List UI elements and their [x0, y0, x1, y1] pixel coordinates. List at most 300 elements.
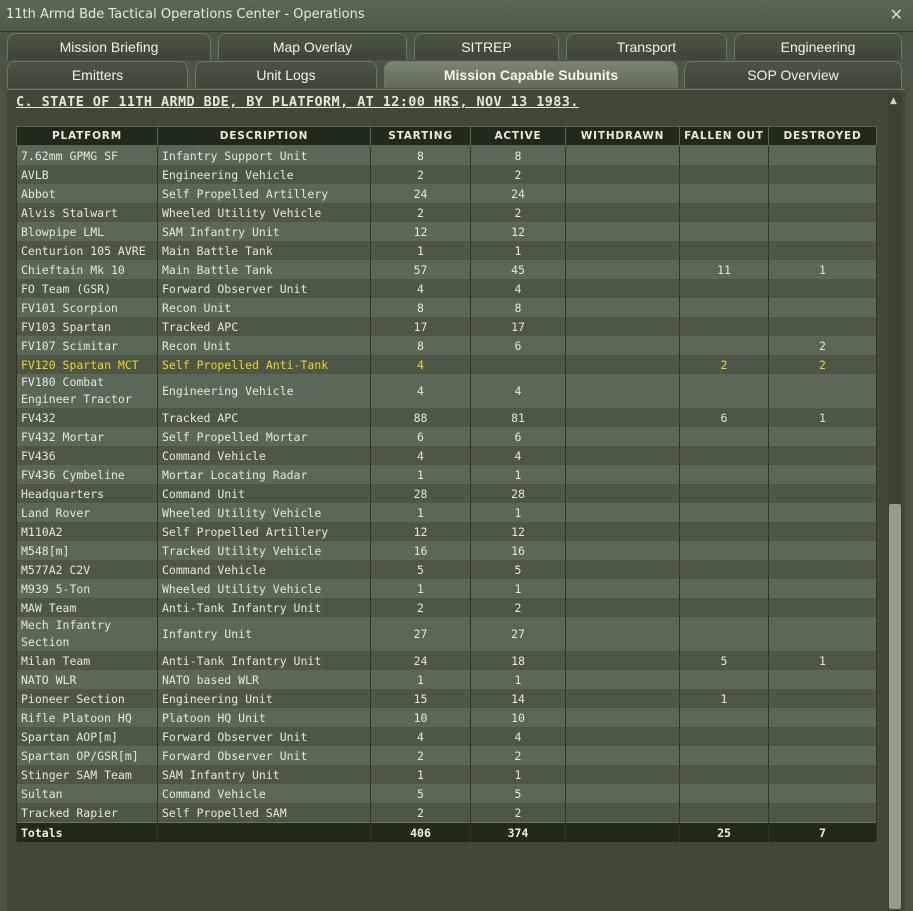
active-cell: 12 [471, 522, 566, 541]
starting-cell: 24 [371, 184, 471, 203]
table-row[interactable] [17, 689, 877, 708]
platform-cell: FV101 Scorpion [17, 298, 158, 317]
withdrawn-cell [566, 203, 680, 222]
platform-cell: FV120 Spartan MCT [17, 355, 158, 374]
starting-cell: 1 [371, 670, 471, 689]
description-cell: Anti-Tank Infantry Unit [158, 651, 371, 670]
platform-cell: FV180 Combat Engineer Tractor [17, 374, 158, 408]
withdrawn-cell [566, 241, 680, 260]
withdrawn-cell [566, 503, 680, 522]
table-row[interactable] [17, 260, 877, 279]
table-row[interactable] [17, 560, 877, 579]
destroyed-cell [769, 465, 877, 484]
platform-cell: FV432 Mortar [17, 427, 158, 446]
starting-cell: 4 [371, 446, 471, 465]
starting-cell: 2 [371, 746, 471, 765]
starting-cell: 4 [371, 374, 471, 408]
withdrawn-cell [566, 184, 680, 203]
fallen-out-cell [680, 165, 769, 184]
destroyed-cell: 1 [769, 408, 877, 427]
description-cell: Forward Observer Unit [158, 279, 371, 298]
col-header-starting[interactable]: STARTING [371, 127, 471, 146]
table-row[interactable] [17, 503, 877, 522]
withdrawn-cell [566, 746, 680, 765]
withdrawn-cell [566, 522, 680, 541]
active-cell: 16 [471, 541, 566, 560]
description-cell: Engineering Vehicle [158, 374, 371, 408]
fallen-out-cell [680, 503, 769, 522]
platform-cell: Centurion 105 AVRE [17, 241, 158, 260]
subunits-table [16, 126, 877, 842]
destroyed-cell [769, 503, 877, 522]
platform-cell: Mech Infantry Section [17, 617, 158, 651]
active-cell: 17 [471, 317, 566, 336]
table-row[interactable] [17, 651, 877, 670]
withdrawn-cell [566, 765, 680, 784]
description-cell: Tracked APC [158, 317, 371, 336]
platform-cell: AVLB [17, 165, 158, 184]
fallen-out-cell [680, 336, 769, 355]
table-row[interactable] [17, 746, 877, 765]
active-cell: 1 [471, 670, 566, 689]
tab-sitrep[interactable]: SITREP [414, 33, 559, 60]
platform-cell: Spartan AOP[m] [17, 727, 158, 746]
destroyed-cell [769, 560, 877, 579]
fallen-out-cell [680, 298, 769, 317]
destroyed-cell [769, 203, 877, 222]
tab-transport[interactable]: Transport [566, 33, 727, 60]
platform-cell: NATO WLR [17, 670, 158, 689]
fallen-out-cell [680, 746, 769, 765]
table-row[interactable] [17, 727, 877, 746]
active-cell: 2 [471, 203, 566, 222]
withdrawn-cell [566, 336, 680, 355]
destroyed-cell [769, 522, 877, 541]
platform-cell: Spartan OP/GSR[m] [17, 746, 158, 765]
active-cell: 1 [471, 503, 566, 522]
description-cell: Tracked Utility Vehicle [158, 541, 371, 560]
platform-cell: Blowpipe LML [17, 222, 158, 241]
fallen-out-cell [680, 317, 769, 336]
description-cell: Infantry Unit [158, 617, 371, 651]
fallen-out-cell [680, 708, 769, 727]
destroyed-cell [769, 727, 877, 746]
starting-cell: 1 [371, 241, 471, 260]
fallen-out-cell [680, 670, 769, 689]
starting-cell: 5 [371, 784, 471, 803]
fallen-out-cell: 2 [680, 355, 769, 374]
active-cell: 8 [471, 298, 566, 317]
starting-cell: 2 [371, 203, 471, 222]
platform-cell: MAW Team [17, 598, 158, 617]
destroyed-cell [769, 765, 877, 784]
active-cell: 24 [471, 184, 566, 203]
tab-row-bottom [0, 61, 913, 89]
platform-cell: FV103 Spartan [17, 317, 158, 336]
starting-cell: 1 [371, 765, 471, 784]
destroyed-cell [769, 541, 877, 560]
withdrawn-cell [566, 317, 680, 336]
description-cell: Self Propelled Artillery [158, 184, 371, 203]
withdrawn-cell [566, 260, 680, 279]
fallen-out-cell: 5 [680, 651, 769, 670]
starting-cell: 4 [371, 279, 471, 298]
platform-cell: Land Rover [17, 503, 158, 522]
starting-cell: 28 [371, 484, 471, 503]
active-cell: 45 [471, 260, 566, 279]
description-cell: Self Propelled Anti-Tank [158, 355, 371, 374]
destroyed-cell [769, 784, 877, 803]
platform-cell: Tracked Rapier [17, 803, 158, 823]
platform-cell: FV107 Scimitar [17, 336, 158, 355]
platform-cell: M110A2 [17, 522, 158, 541]
fallen-out-cell: 11 [680, 260, 769, 279]
platform-cell: M577A2 C2V [17, 560, 158, 579]
fallen-out-cell [680, 222, 769, 241]
destroyed-cell [769, 222, 877, 241]
table-row[interactable] [17, 184, 877, 203]
destroyed-cell [769, 746, 877, 765]
totals-label: Totals [17, 823, 158, 843]
destroyed-cell: 2 [769, 355, 877, 374]
starting-cell: 15 [371, 689, 471, 708]
starting-cell: 12 [371, 522, 471, 541]
withdrawn-cell [566, 670, 680, 689]
active-cell: 2 [471, 165, 566, 184]
table-row[interactable] [17, 784, 877, 803]
platform-cell: Pioneer Section [17, 689, 158, 708]
table-row[interactable] [17, 298, 877, 317]
destroyed-cell [769, 670, 877, 689]
table-row[interactable] [17, 279, 877, 298]
report-panel [7, 89, 905, 911]
fallen-out-cell [680, 427, 769, 446]
fallen-out-cell [680, 727, 769, 746]
fallen-out-cell [680, 579, 769, 598]
withdrawn-cell [566, 146, 680, 166]
starting-cell: 88 [371, 408, 471, 427]
platform-cell: FO Team (GSR) [17, 279, 158, 298]
description-cell: Forward Observer Unit [158, 727, 371, 746]
platform-cell: Chieftain Mk 10 [17, 260, 158, 279]
destroyed-cell [769, 374, 877, 408]
fallen-out-cell [680, 765, 769, 784]
fallen-out-cell [680, 184, 769, 203]
col-header-platform[interactable]: PLATFORM [17, 127, 158, 146]
fallen-out-cell [680, 598, 769, 617]
totals-fallen-out: 25 [680, 823, 769, 843]
destroyed-cell [769, 579, 877, 598]
totals-active: 374 [471, 823, 566, 843]
description-cell: Recon Unit [158, 298, 371, 317]
platform-cell: FV436 Cymbeline [17, 465, 158, 484]
active-cell: 4 [471, 446, 566, 465]
destroyed-cell [769, 279, 877, 298]
table-row[interactable] [17, 317, 877, 336]
active-cell: 1 [471, 579, 566, 598]
active-cell: 10 [471, 708, 566, 727]
table-row[interactable] [17, 355, 877, 374]
totals-starting: 406 [371, 823, 471, 843]
totals-destroyed: 7 [769, 823, 877, 843]
active-cell: 12 [471, 222, 566, 241]
withdrawn-cell [566, 374, 680, 408]
starting-cell: 1 [371, 503, 471, 522]
table-row[interactable] [17, 765, 877, 784]
platform-cell: 7.62mm GPMG SF [17, 146, 158, 166]
starting-cell: 2 [371, 598, 471, 617]
withdrawn-cell [566, 427, 680, 446]
description-cell: Engineering Vehicle [158, 165, 371, 184]
withdrawn-cell [566, 279, 680, 298]
fallen-out-cell [680, 803, 769, 823]
title-bar[interactable] [0, 0, 913, 32]
tab-mission-capable-subunits[interactable]: Mission Capable Subunits [384, 61, 678, 88]
destroyed-cell [769, 803, 877, 823]
fallen-out-cell [680, 522, 769, 541]
table-row[interactable] [17, 336, 877, 355]
withdrawn-cell [566, 165, 680, 184]
active-cell: 1 [471, 765, 566, 784]
destroyed-cell: 1 [769, 651, 877, 670]
description-cell: SAM Infantry Unit [158, 765, 371, 784]
description-cell: Engineering Unit [158, 689, 371, 708]
table-header-row [17, 127, 877, 146]
window-title: 11th Armd Bde Tactical Operations Center - Operations [6, 7, 365, 22]
table-row[interactable] [17, 484, 877, 503]
table-row[interactable] [17, 617, 877, 651]
description-cell: Platoon HQ Unit [158, 708, 371, 727]
destroyed-cell [769, 317, 877, 336]
tab-unit-logs[interactable]: Unit Logs [195, 61, 377, 88]
col-header-description[interactable]: DESCRIPTION [158, 127, 371, 146]
withdrawn-cell [566, 408, 680, 427]
fallen-out-cell [680, 617, 769, 651]
starting-cell: 16 [371, 541, 471, 560]
active-cell: 4 [471, 279, 566, 298]
platform-cell: Stinger SAM Team [17, 765, 158, 784]
active-cell: 1 [471, 241, 566, 260]
active-cell: 4 [471, 374, 566, 408]
col-header-fallen-out[interactable]: FALLEN OUT [680, 127, 769, 146]
totals-row [17, 823, 877, 843]
platform-cell: Headquarters [17, 484, 158, 503]
starting-cell: 5 [371, 560, 471, 579]
fallen-out-cell [680, 279, 769, 298]
tab-sop-overview[interactable]: SOP Overview [684, 61, 902, 88]
vertical-scrollbar[interactable] [888, 94, 902, 909]
table-row[interactable] [17, 541, 877, 560]
fallen-out-cell [680, 241, 769, 260]
starting-cell: 57 [371, 260, 471, 279]
destroyed-cell [769, 598, 877, 617]
destroyed-cell [769, 165, 877, 184]
starting-cell: 10 [371, 708, 471, 727]
description-cell: Anti-Tank Infantry Unit [158, 598, 371, 617]
destroyed-cell [769, 689, 877, 708]
description-cell: Infantry Support Unit [158, 146, 371, 166]
table-row[interactable] [17, 165, 877, 184]
table-row[interactable] [17, 598, 877, 617]
withdrawn-cell [566, 446, 680, 465]
platform-cell: Alvis Stalwart [17, 203, 158, 222]
active-cell: 5 [471, 784, 566, 803]
table-row[interactable] [17, 522, 877, 541]
report-heading: C. STATE OF 11TH ARMD BDE, BY PLATFORM, AT 12:00 HRS, NOV 13 1983. [16, 94, 579, 110]
scrollbar-thumb[interactable] [889, 504, 901, 909]
active-cell: 28 [471, 484, 566, 503]
withdrawn-cell [566, 803, 680, 823]
fallen-out-cell [680, 560, 769, 579]
table-row[interactable] [17, 374, 877, 408]
table-row[interactable] [17, 446, 877, 465]
starting-cell: 12 [371, 222, 471, 241]
description-cell: NATO based WLR [158, 670, 371, 689]
starting-cell: 17 [371, 317, 471, 336]
destroyed-cell: 2 [769, 336, 877, 355]
destroyed-cell [769, 146, 877, 166]
starting-cell: 4 [371, 355, 471, 374]
active-cell: 1 [471, 465, 566, 484]
starting-cell: 6 [371, 427, 471, 446]
tab-engineering[interactable]: Engineering [734, 33, 902, 60]
table-row[interactable] [17, 203, 877, 222]
destroyed-cell [769, 484, 877, 503]
table-row[interactable] [17, 241, 877, 260]
starting-cell: 2 [371, 803, 471, 823]
withdrawn-cell [566, 541, 680, 560]
withdrawn-cell [566, 465, 680, 484]
active-cell: 2 [471, 803, 566, 823]
platform-cell: FV436 [17, 446, 158, 465]
destroyed-cell [769, 427, 877, 446]
starting-cell: 1 [371, 579, 471, 598]
active-cell: 14 [471, 689, 566, 708]
description-cell: Forward Observer Unit [158, 746, 371, 765]
fallen-out-cell [680, 374, 769, 408]
withdrawn-cell [566, 689, 680, 708]
withdrawn-cell [566, 598, 680, 617]
platform-cell: Milan Team [17, 651, 158, 670]
withdrawn-cell [566, 727, 680, 746]
active-cell: 8 [471, 146, 566, 166]
active-cell: 6 [471, 427, 566, 446]
description-cell: Command Vehicle [158, 560, 371, 579]
description-cell: Self Propelled Artillery [158, 522, 371, 541]
destroyed-cell [769, 298, 877, 317]
description-cell: Command Unit [158, 484, 371, 503]
description-cell: Main Battle Tank [158, 241, 371, 260]
withdrawn-cell [566, 708, 680, 727]
col-header-withdrawn[interactable]: WITHDRAWN [566, 127, 680, 146]
withdrawn-cell [566, 784, 680, 803]
active-cell: 6 [471, 336, 566, 355]
totals-description [158, 823, 371, 843]
description-cell: Command Vehicle [158, 446, 371, 465]
withdrawn-cell [566, 617, 680, 651]
destroyed-cell [769, 446, 877, 465]
table-row[interactable] [17, 803, 877, 823]
active-cell: 4 [471, 727, 566, 746]
withdrawn-cell [566, 298, 680, 317]
table-row[interactable] [17, 708, 877, 727]
description-cell: Self Propelled Mortar [158, 427, 371, 446]
fallen-out-cell [680, 446, 769, 465]
fallen-out-cell: 6 [680, 408, 769, 427]
description-cell: SAM Infantry Unit [158, 222, 371, 241]
description-cell: Wheeled Utility Vehicle [158, 579, 371, 598]
tab-mission-briefing[interactable]: Mission Briefing [7, 33, 211, 60]
description-cell: Command Vehicle [158, 784, 371, 803]
withdrawn-cell [566, 651, 680, 670]
description-cell: Mortar Locating Radar [158, 465, 371, 484]
destroyed-cell [769, 241, 877, 260]
destroyed-cell: 1 [769, 260, 877, 279]
close-icon[interactable]: ✕ [889, 5, 903, 24]
scroll-up-icon[interactable]: ▲ [890, 96, 897, 106]
starting-cell: 8 [371, 146, 471, 166]
withdrawn-cell [566, 560, 680, 579]
destroyed-cell [769, 708, 877, 727]
fallen-out-cell [680, 541, 769, 560]
table-row[interactable] [17, 408, 877, 427]
description-cell: Main Battle Tank [158, 260, 371, 279]
totals-withdrawn [566, 823, 680, 843]
active-cell: 81 [471, 408, 566, 427]
table-row[interactable] [17, 222, 877, 241]
starting-cell: 2 [371, 165, 471, 184]
description-cell: Recon Unit [158, 336, 371, 355]
starting-cell: 8 [371, 336, 471, 355]
platform-cell: Rifle Platoon HQ [17, 708, 158, 727]
tab-row-top [0, 33, 913, 61]
platform-cell: Sultan [17, 784, 158, 803]
table-row[interactable] [17, 579, 877, 598]
col-header-destroyed[interactable]: DESTROYED [769, 127, 877, 146]
fallen-out-cell [680, 784, 769, 803]
platform-cell: Abbot [17, 184, 158, 203]
withdrawn-cell [566, 355, 680, 374]
table-row[interactable] [17, 465, 877, 484]
description-cell: Wheeled Utility Vehicle [158, 503, 371, 522]
withdrawn-cell [566, 222, 680, 241]
table-row[interactable] [17, 670, 877, 689]
active-cell: 2 [471, 598, 566, 617]
description-cell: Self Propelled SAM [158, 803, 371, 823]
starting-cell: 27 [371, 617, 471, 651]
withdrawn-cell [566, 579, 680, 598]
table-row[interactable] [17, 427, 877, 446]
tab-map-overlay[interactable]: Map Overlay [218, 33, 407, 60]
fallen-out-cell [680, 146, 769, 166]
starting-cell: 1 [371, 465, 471, 484]
col-header-active[interactable]: ACTIVE [471, 127, 566, 146]
description-cell: Wheeled Utility Vehicle [158, 203, 371, 222]
starting-cell: 4 [371, 727, 471, 746]
platform-cell: FV432 [17, 408, 158, 427]
starting-cell: 24 [371, 651, 471, 670]
withdrawn-cell [566, 484, 680, 503]
active-cell [471, 355, 566, 374]
destroyed-cell [769, 184, 877, 203]
active-cell: 18 [471, 651, 566, 670]
fallen-out-cell [680, 484, 769, 503]
active-cell: 2 [471, 746, 566, 765]
tab-emitters[interactable]: Emitters [7, 61, 188, 88]
active-cell: 27 [471, 617, 566, 651]
table-row[interactable] [17, 146, 877, 166]
fallen-out-cell [680, 465, 769, 484]
